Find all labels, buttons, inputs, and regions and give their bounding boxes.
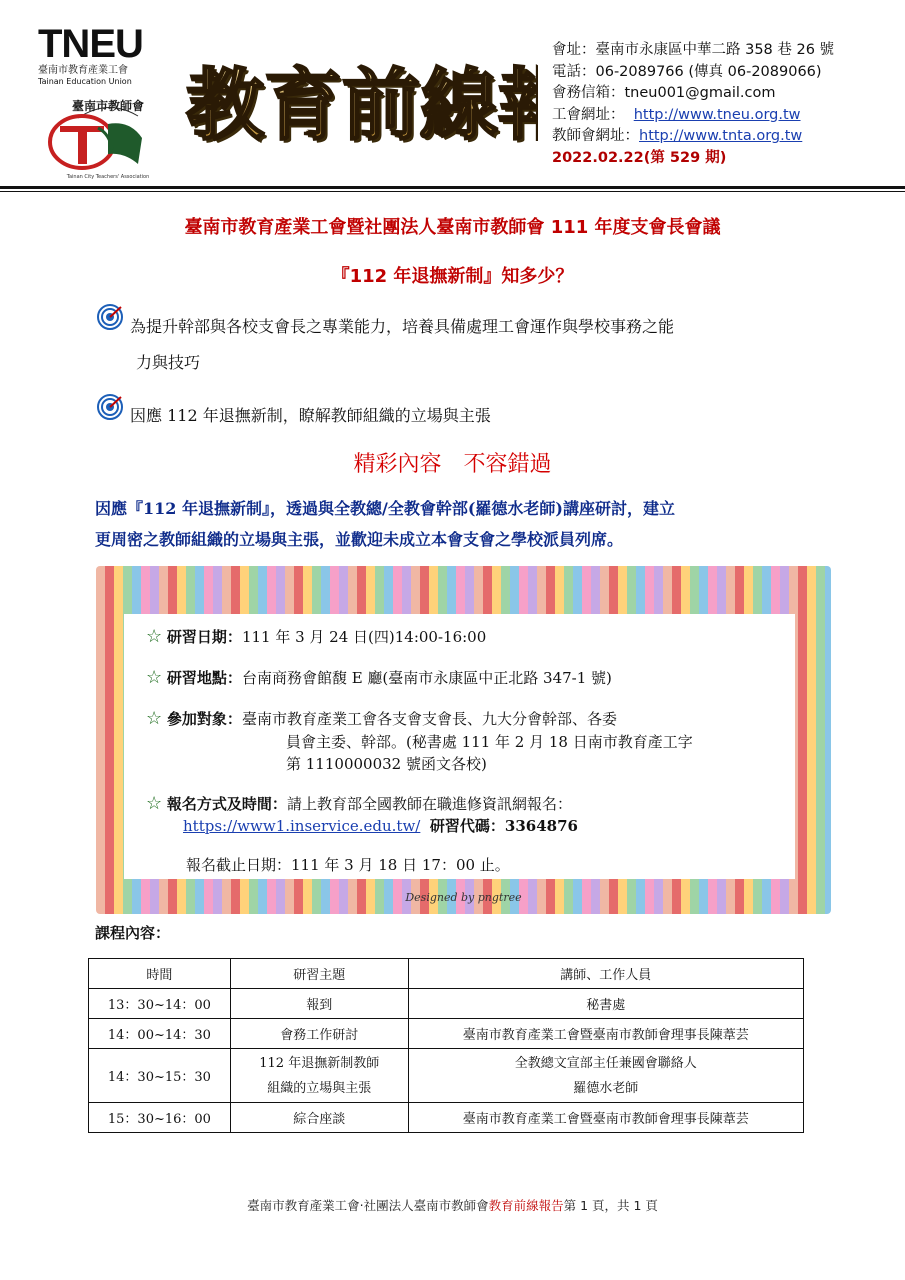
table-row [89,1049,804,1103]
contact-address: 會址：臺南市永康區中華二路 358 巷 26 號 [552,42,835,58]
place-value: 台南商務會館馥 E 廳(臺南市永康區中正北路 347-1 號) [241,669,612,687]
speaker-cell: 臺南市教育產業工會暨臺南市教師會理事長陳葦芸 [408,1103,803,1133]
meeting-title: 臺南市教育產業工會暨社團法人臺南市教師會 111 年度支會長會議 [184,217,721,238]
footer-page-count: 第 1 頁，共 1 頁 [563,1198,658,1213]
table-row [89,989,804,1019]
masthead-title [178,42,538,152]
speaker-line-2: 羅德水老師 [573,1080,639,1096]
union-website-label: 工會網址： [552,106,625,123]
schedule-table [88,958,804,1133]
col-header-speaker: 講師、工作人員 [408,959,803,989]
header-divider-thin [0,191,905,192]
time-cell: 14：30~15：30 [89,1049,231,1103]
contact-block [552,40,902,169]
signup-label: 報名方式及時間： [166,795,287,813]
masthead-shadow: 教育前線 [189,64,502,152]
speaker-cell: 秘書處 [408,989,803,1019]
place-label: 研習地點： [166,669,242,687]
speaker-cell [408,1049,803,1103]
audience-line-2: 員會主委、幹部。(秘書處 111 年 2 月 18 日南市教育產工字 [286,733,693,751]
col-header-topic: 研習主題 [230,959,408,989]
target-icon [97,394,123,424]
inservice-link[interactable]: https://www1.inservice.edu.tw/ [183,817,421,835]
course-code: 研習代碼：3364876 [429,817,578,835]
place-row [146,667,612,688]
speaker-line-1: 全教總文宣部主任兼國會聯絡人 [514,1055,697,1071]
signup-row [146,793,572,814]
topic-cell [230,1049,408,1103]
signup-value: 請上教育部全國教師在職進修資訊網報名： [286,795,572,813]
tneu-logo [38,24,168,87]
table-row [89,1103,804,1133]
teachers-association-emblem [38,90,178,182]
date-value: 111 年 3 月 24 日(四)14:00-16:00 [241,628,487,646]
star-icon: ☆ [146,626,163,647]
topic-cell: 會務工作研討 [230,1019,408,1049]
page-footer [0,1196,905,1214]
masthead-text: 教育前線報 [186,61,538,151]
audience-row [146,708,617,729]
union-name-cn: 臺南市教育產業工會 [38,65,128,76]
topic-line-1: 112 年退撫新制教師 [259,1055,380,1071]
teacher-website-row [552,126,902,148]
union-website-link[interactable]: http://www.tneu.org.tw [633,106,801,123]
time-cell: 15：30~16：00 [89,1103,231,1133]
teacher-website-label: 教師會網址： [552,128,639,144]
emblem-text-en: Tainan City Teachers' Association [66,174,150,180]
issue-date: 2022.02.22(第 529 期) [552,149,727,166]
union-website-row [552,105,902,127]
course-heading: 課程內容： [95,924,171,942]
tneu-logo-text: TNEU [38,22,143,66]
topic-cell: 報到 [230,989,408,1019]
intro-line-1: 因應『112 年退撫新制』，透過與全教總/全教會幹部(羅德水老師)講座研討，建立 [95,499,675,518]
bullet-1-line-2: 力與技巧 [136,353,201,372]
contact-email: 會務信箱：tneu001@gmail.com [552,85,776,101]
audience-label: 參加對象： [166,710,242,728]
meeting-subtitle: 『112 年退撫新制』知多少？ [331,266,574,287]
intro-paragraph [95,493,855,555]
details-frame [96,566,831,914]
star-icon: ☆ [146,793,163,814]
intro-line-2: 更周密之教師組織的立場與主張，並歡迎未成立本會支會之學校派員列席。 [95,530,624,549]
bullet-1-line-1: 為提升幹部與各校支會長之專業能力，培養具備處理工會運作與學校事務之能 [130,317,675,336]
footer-publication: 教育前線報告 [488,1198,564,1213]
emblem-text-cn: 臺南市教師會 [71,99,145,113]
bullet-2: 因應 112 年退撫新制，瞭解教師組織的立場與主張 [130,406,491,425]
topic-line-2: 組織的立場與主張 [267,1080,372,1096]
signup-deadline: 報名截止日期：111 年 3 月 18 日 17：00 止。 [186,856,510,874]
topic-cell: 綜合座談 [230,1103,408,1133]
contact-phone: 電話：06-2089766 (傳真 06-2089066) [552,63,822,80]
audience-line-3: 第 1110000032 號函文各校) [286,755,487,773]
table-header-row [89,959,804,989]
col-header-time: 時間 [89,959,231,989]
details-panel [124,614,795,879]
highlight-slogan: 精彩內容 不容錯過 [353,452,552,477]
signup-link-row [183,815,578,836]
time-cell: 14：00~14：30 [89,1019,231,1049]
union-name-en: Tainan Education Union [38,77,132,86]
header-divider [0,186,905,189]
star-icon: ☆ [146,667,163,688]
target-icon [97,304,123,334]
star-icon: ☆ [146,708,163,729]
date-label: 研習日期： [166,628,242,646]
speaker-cell: 臺南市教育產業工會暨臺南市教師會理事長陳葦芸 [408,1019,803,1049]
footer-prefix: 臺南市教育產業工會‧社團法人臺南市教師會 [247,1198,489,1213]
date-row [146,626,486,647]
teacher-website-link[interactable]: http://www.tnta.org.tw [639,128,803,144]
audience-line-1: 臺南市教育產業工會各支會支會長、九大分會幹部、各委 [241,710,617,728]
time-cell: 13：30~14：00 [89,989,231,1019]
table-row [89,1019,804,1049]
frame-credit: Designed by pngtree [405,891,522,904]
